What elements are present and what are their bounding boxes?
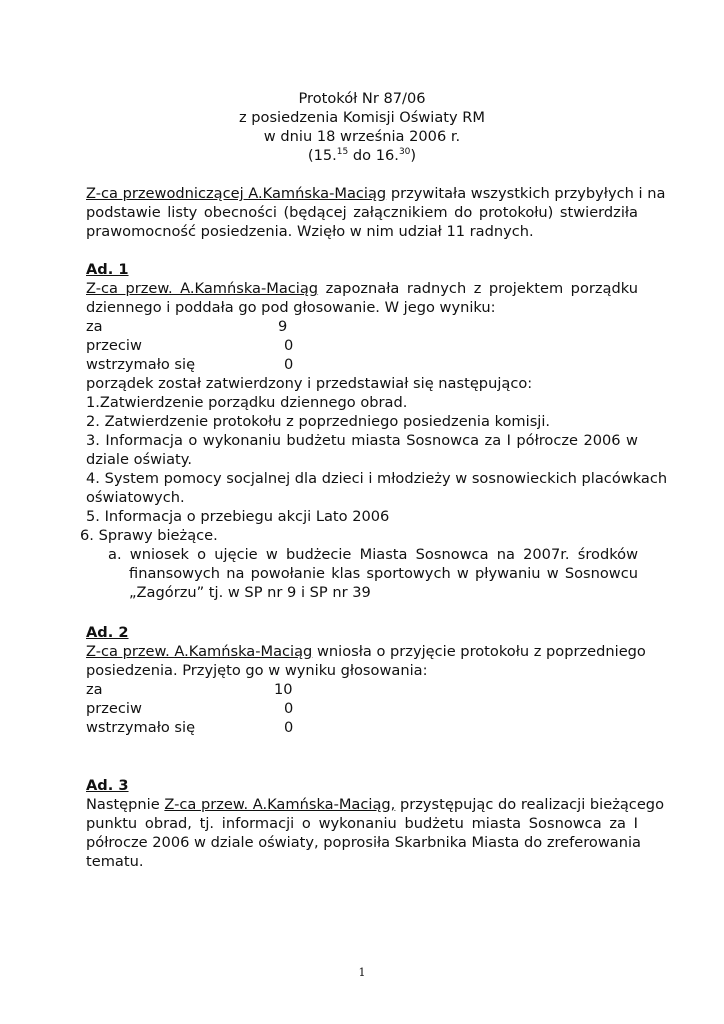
- ad1-line-2: dziennego i poddała go pod głosowanie. W jego wyniku:: [86, 299, 496, 316]
- ad2-vote-przeciw-label: przeciw: [86, 700, 142, 717]
- ad3-line-4: tematu.: [86, 853, 144, 870]
- meeting-time: (15.15 do 16.30): [307, 147, 417, 164]
- agenda-item-6: 6. Sprawy bieżące.: [80, 527, 218, 544]
- ad2-vote-za-value: 10: [274, 681, 293, 698]
- ad2-line-1: Z-ca przew. A.Kamńska-Maciąg wniosła o przyjęcie protokołu z poprzedniego: [86, 643, 646, 660]
- ad1-vote-za-value: 9: [278, 318, 288, 335]
- meeting-date: w dniu 18 września 2006 r.: [263, 128, 461, 145]
- agenda-item-4-cont: oświatowych.: [86, 489, 185, 506]
- ad2-vote-wstrzymalo-label: wstrzymało się: [86, 719, 196, 736]
- agenda-item-6a-cont-1: finansowych na powołanie klas sportowych w pływaniu w Sosnowcu: [129, 565, 638, 582]
- ad2-line-2: posiedzenia. Przyjęto go w wyniku głosowania:: [86, 662, 428, 679]
- agenda-item-2: 2. Zatwierdzenie protokołu z poprzedniego posiedzenia komisji.: [86, 413, 551, 430]
- intro-line-3: prawomocność posiedzenia. Wzięło w nim udział 11 radnych.: [86, 223, 534, 240]
- ad1-line-1: Z-ca przew. A.Kamńska-Maciąg zapoznała radnych z projektem porządku: [86, 280, 638, 297]
- page-number: 1: [358, 966, 366, 979]
- agenda-item-3-cont: dziale oświaty.: [86, 451, 192, 468]
- agenda-item-6a-cont-2: „Zagórzu” tj. w SP nr 9 i SP nr 39: [129, 584, 371, 601]
- ad2-vote-przeciw-value: 0: [284, 700, 294, 717]
- ad3-heading: Ad. 3: [86, 777, 129, 794]
- agenda-item-5: 5. Informacja o przebiegu akcji Lato 2006: [86, 508, 390, 525]
- ad3-line-2: punktu obrad, tj. informacji o wykonaniu budżetu miasta Sosnowca za I: [86, 815, 638, 832]
- intro-line-1: Z-ca przewodniczącej A.Kamńska-Maciąg przywitała wszystkich przybyłych i na: [86, 185, 666, 202]
- ad2-heading: Ad. 2: [86, 624, 129, 641]
- ad1-vote-przeciw-value: 0: [284, 337, 294, 354]
- ad1-heading: Ad. 1: [86, 261, 129, 278]
- intro-line-2: podstawie listy obecności (będącej załącznikiem do protokołu) stwierdziła: [86, 204, 638, 221]
- document-subtitle: z posiedzenia Komisji Oświaty RM: [238, 109, 486, 126]
- ad3-line-1: Następnie Z-ca przew. A.Kamńska-Maciąg, przystępując do realizacji bieżącego: [86, 796, 664, 813]
- ad2-vote-wstrzymalo-value: 0: [284, 719, 294, 736]
- ad3-line-3: półrocze 2006 w dziale oświaty, poprosiła Skarbnika Miasta do zreferowania: [86, 834, 641, 851]
- agenda-item-4: 4. System pomocy socjalnej dla dzieci i młodzieży w sosnowieckich placówkach: [86, 470, 668, 487]
- ad1-vote-wstrzymalo-label: wstrzymało się: [86, 356, 196, 373]
- document-title: Protokół Nr 87/06: [298, 90, 426, 107]
- agenda-item-3: 3. Informacja o wykonaniu budżetu miasta Sosnowca za I półrocze 2006 w: [86, 432, 638, 449]
- agenda-intro: porządek został zatwierdzony i przedstawiał się następująco:: [86, 375, 533, 392]
- ad2-vote-za-label: za: [86, 681, 103, 698]
- ad1-vote-przeciw-label: przeciw: [86, 337, 142, 354]
- ad1-vote-za-label: za: [86, 318, 103, 335]
- ad1-vote-wstrzymalo-value: 0: [284, 356, 294, 373]
- agenda-item-6a: a. wniosek o ujęcie w budżecie Miasta Sosnowca na 2007r. środków: [108, 546, 638, 563]
- agenda-item-1: 1.Zatwierdzenie porządku dziennego obrad.: [86, 394, 408, 411]
